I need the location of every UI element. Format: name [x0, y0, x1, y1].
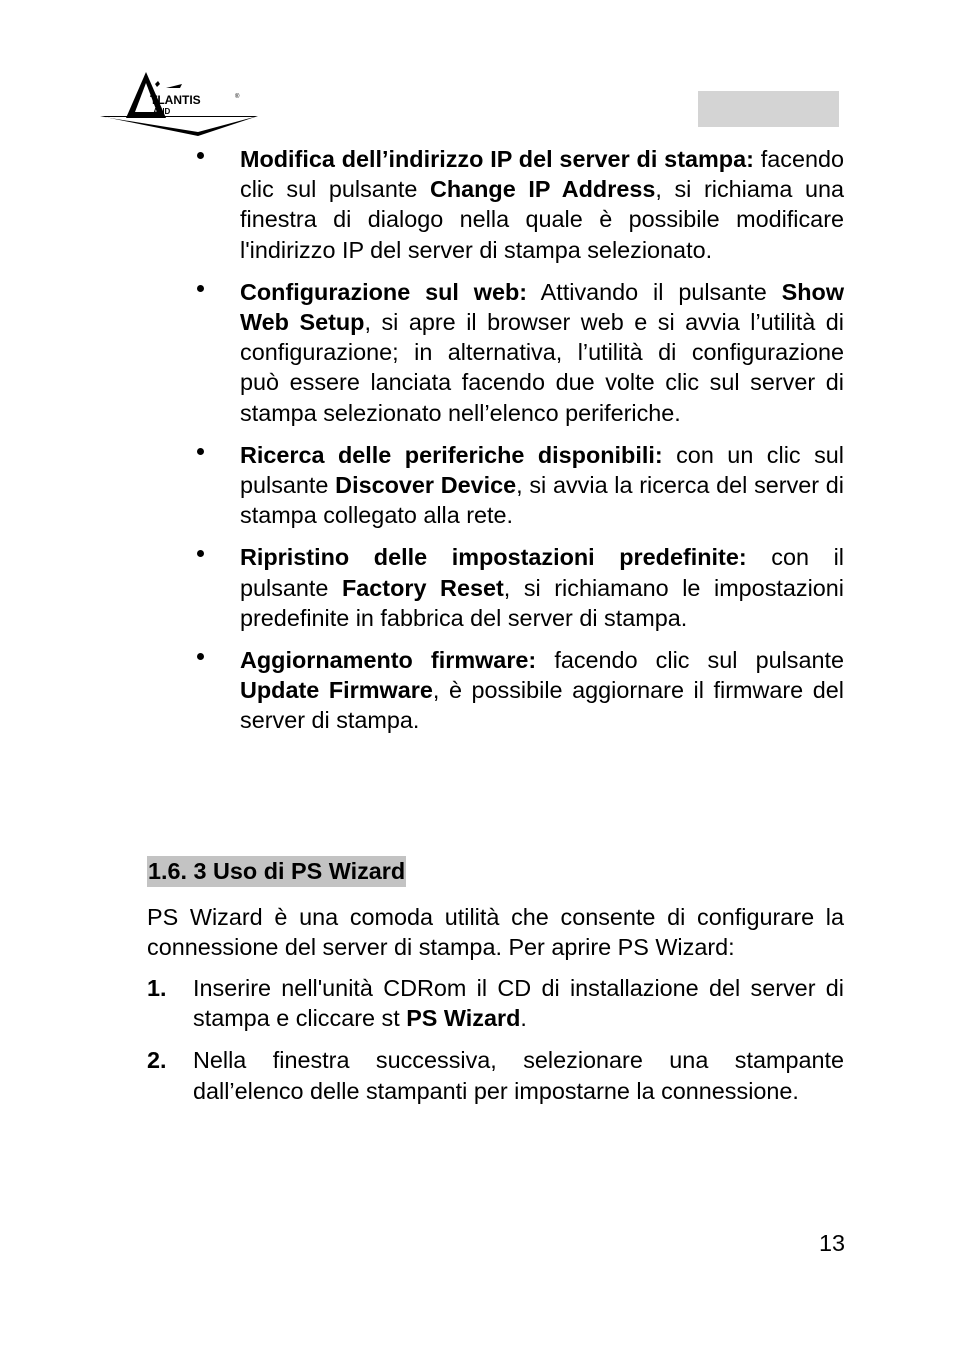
section-heading: 1.6. 3 Uso di PS Wizard	[147, 856, 406, 887]
bullet-text	[240, 440, 844, 531]
step-number: 1.	[147, 975, 167, 1001]
bullet-title: Aggiornamento firmware:	[240, 647, 537, 674]
text-run: facendo clic sul pulsante	[240, 146, 844, 203]
svg-text:TLANTIS: TLANTIS	[150, 93, 201, 107]
step-text	[193, 973, 844, 1033]
button-name: Discover Device	[335, 472, 517, 499]
step-number: 2.	[147, 1047, 167, 1074]
bullet-dot-icon	[197, 285, 204, 292]
bullet-title: Ricerca delle periferiche disponibili:	[240, 441, 663, 468]
bullet-dot-icon	[197, 152, 204, 159]
step-text	[193, 1045, 844, 1105]
step-item	[147, 973, 844, 1033]
bullet-item	[193, 440, 844, 531]
button-name: Change IP Address	[429, 176, 656, 203]
bullet-text	[240, 645, 844, 736]
bullet-title: Ripristino delle impostazioni predefinite:	[240, 544, 747, 571]
text-run: Nella finestra successiva, selezionare una stampante dall’elenco delle stampanti per impostarne la connessione.	[193, 1047, 844, 1104]
text-run: , si avvia la ricerca del server di stampa collegato alla rete.	[240, 472, 845, 529]
text-run: facendo clic sul pulsante	[536, 647, 844, 674]
text-run: , si richiamano le impostazioni predefinite in fabbrica del server di stampa.	[240, 574, 844, 631]
text-run: , si apre il browser web e si avvia l’utilità di configurazione; in alternativa, l’utilità di configurazione può essere lanciata facendo due volte clic sul server di stampa selezionato nell’elenco periferiche.	[240, 309, 844, 426]
bullet-title: Modifica dell’indirizzo IP del server di stampa:	[240, 146, 754, 172]
text-run: con il pulsante	[240, 544, 844, 601]
text-run: Inserire nell'unità CDRom il CD di installazione del server di stampa e cliccare st	[193, 975, 844, 1032]
bullet-text	[240, 144, 844, 265]
feature-bullet-list	[193, 144, 844, 736]
bullet-item	[193, 144, 844, 265]
bullet-dot-icon	[197, 448, 204, 455]
intro-text: PS Wizard è una comoda utilità che consente di configurare la connessione del server di stampa. Per aprire PS Wizard:	[147, 904, 844, 961]
text-run: Attivando il pulsante	[527, 278, 782, 305]
bullet-dot-icon	[197, 550, 204, 557]
bullet-item	[193, 277, 844, 428]
button-name: Factory Reset	[342, 574, 504, 601]
button-name: PS Wizard	[406, 1005, 521, 1032]
bullet-title: Configurazione sul web:	[240, 278, 528, 305]
bullet-item	[193, 542, 844, 633]
intro-paragraph	[147, 902, 844, 962]
text-run: con un clic sul pulsante	[240, 441, 844, 499]
steps-list	[147, 973, 844, 1106]
text-run: , è possibile aggiornare il firmware del server di stampa.	[240, 677, 844, 734]
svg-text:AND: AND	[153, 107, 171, 116]
text-run: , si richiama una finestra di dialogo nella quale è possibile modificare l'indirizzo IP del server di stampa selezionato.	[240, 176, 844, 263]
bullet-text	[240, 542, 844, 633]
text-run: .	[520, 1005, 527, 1032]
svg-text:®: ®	[235, 94, 240, 100]
step-item	[147, 1045, 844, 1105]
bullet-item	[193, 645, 844, 736]
button-name: Update Firmware	[240, 677, 433, 704]
button-name: Show Web Setup	[240, 278, 845, 336]
atlantis-logo	[98, 66, 260, 140]
bullet-dot-icon	[197, 653, 204, 660]
page-number: 13	[818, 1230, 845, 1256]
header-gray-box	[698, 91, 839, 127]
bullet-text	[240, 277, 844, 428]
